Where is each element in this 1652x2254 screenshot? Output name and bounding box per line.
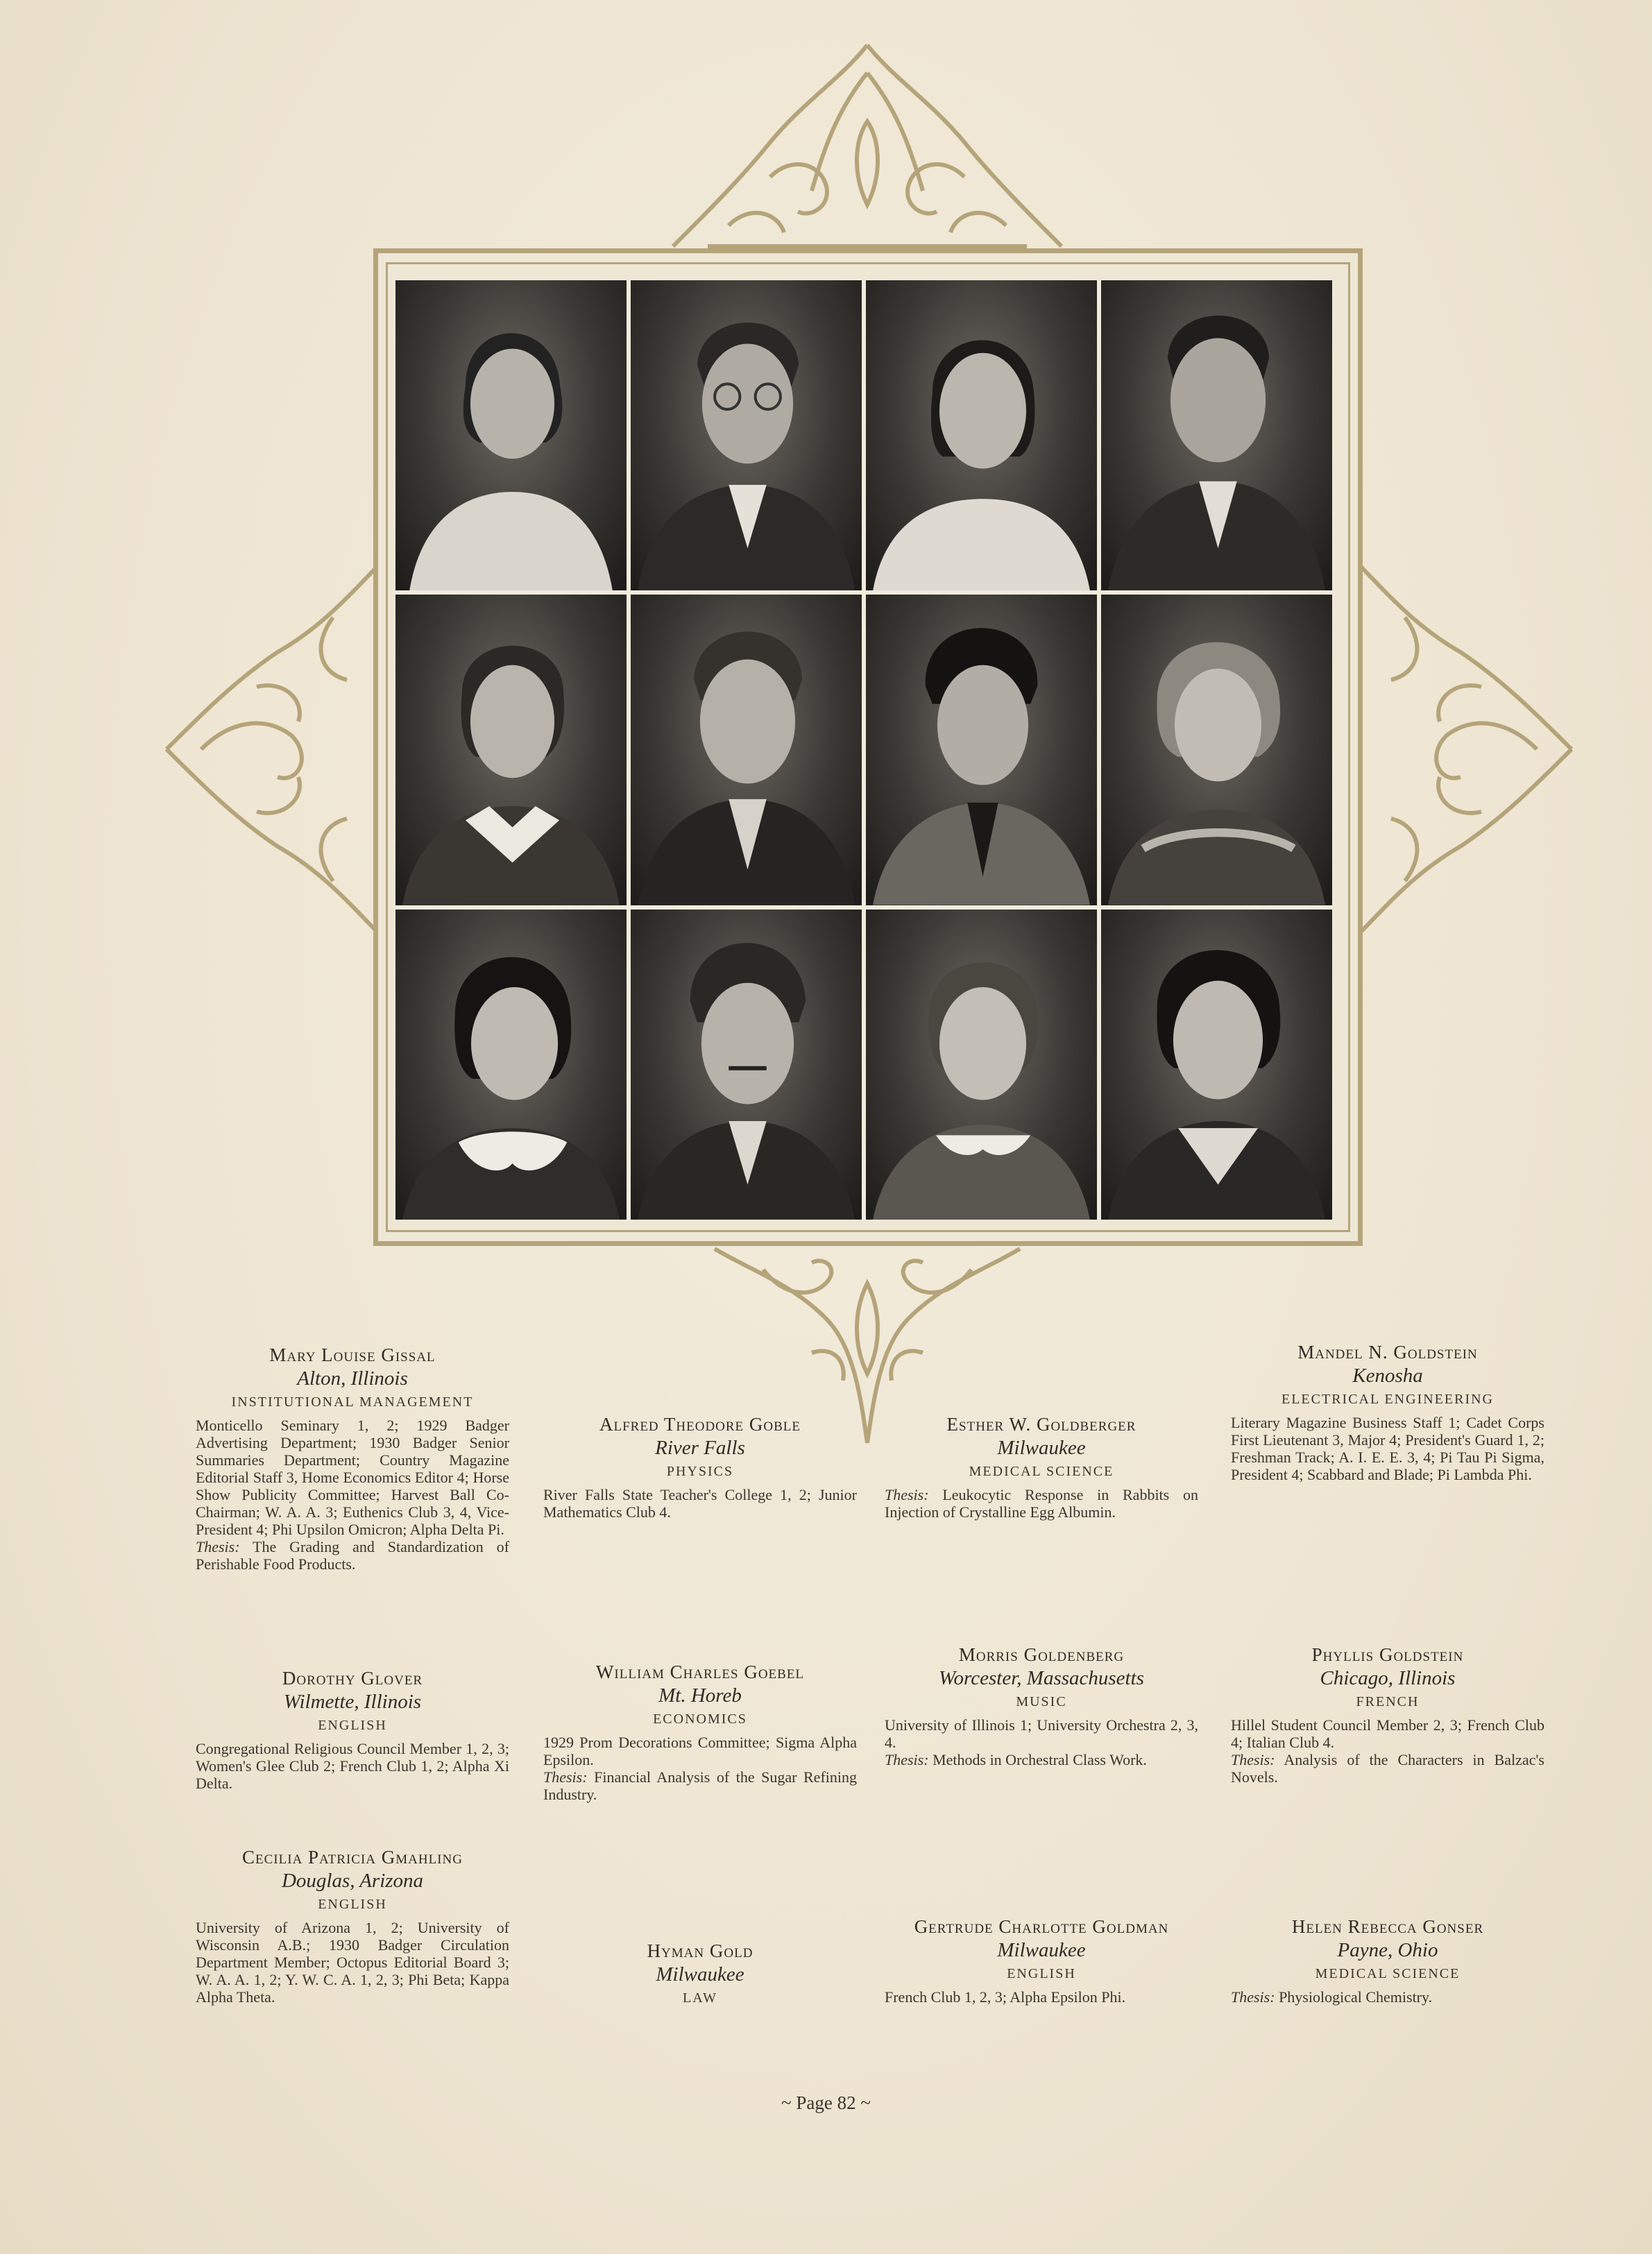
- student-hometown: Payne, Ohio: [1337, 1939, 1438, 1961]
- portrait-photo: [1101, 595, 1332, 905]
- student-name: Esther W. Goldberger: [946, 1414, 1136, 1435]
- student-name: William Charles Goebel: [595, 1662, 805, 1682]
- portrait-woman-icon: [866, 910, 1097, 1220]
- student-activities: [885, 1716, 1198, 1768]
- student-activities: [1231, 1414, 1544, 1483]
- thesis-label: Thesis:: [1231, 1988, 1275, 2006]
- student-entry: [885, 1412, 1198, 1521]
- thesis-text: The Grading and Standardization of Perishable Food Products.: [196, 1538, 509, 1573]
- activities-text: University of Arizona 1, 2; University of Wisconsin A.B.; 1930 Badger Circulation Department Member; Octopus Editorial Board 3; W. A. A. 1, 2; Y. W. C. A. 1, 2, 3; Phi Beta; Kappa Alpha Theta.: [196, 1919, 509, 2006]
- portrait-photo: [631, 595, 862, 905]
- student-hometown: Milwaukee: [997, 1939, 1086, 1961]
- thesis-label: Thesis:: [885, 1486, 929, 1503]
- student-activities: [885, 1486, 1198, 1521]
- student-activities: [885, 1988, 1198, 2006]
- student-entry: [885, 1643, 1198, 1768]
- thesis-text: Methods in Orchestral Class Work.: [933, 1751, 1147, 1768]
- portrait-photo: [395, 280, 627, 590]
- thesis-label: Thesis:: [1231, 1751, 1275, 1768]
- student-hometown: Milwaukee: [656, 1963, 744, 1986]
- student-hometown: River Falls: [655, 1437, 745, 1459]
- student-department: MEDICAL SCIENCE: [969, 1464, 1114, 1479]
- student-name: Mandel N. Goldstein: [1297, 1342, 1478, 1363]
- student-activities: [196, 1740, 509, 1792]
- portrait-photo: [631, 910, 862, 1220]
- student-department: ENGLISH: [318, 1897, 387, 1912]
- student-name: Dorothy Glover: [282, 1668, 423, 1689]
- portrait-photo: [866, 280, 1097, 590]
- student-department: ENGLISH: [318, 1718, 387, 1733]
- student-entry: [1231, 1643, 1544, 1786]
- portrait-photo: [395, 595, 627, 905]
- student-hometown: Worcester, Massachusetts: [939, 1667, 1144, 1689]
- thesis-label: Thesis:: [885, 1751, 929, 1768]
- thesis-label: Thesis:: [196, 1538, 240, 1555]
- student-activities: [196, 1417, 509, 1573]
- portrait-woman-icon: [395, 595, 627, 905]
- student-name: Hyman Gold: [647, 1940, 753, 1961]
- student-department: MUSIC: [1016, 1694, 1067, 1709]
- portrait-woman-icon: [395, 280, 627, 590]
- portrait-photo: [1101, 280, 1332, 590]
- student-entry: [1231, 1915, 1544, 2006]
- activities-text: Hillel Student Council Member 2, 3; French Club 4; Italian Club 4.: [1231, 1716, 1544, 1751]
- portrait-man-icon: [631, 280, 862, 590]
- student-activities: [1231, 1988, 1544, 2006]
- portrait-woman-icon: [866, 280, 1097, 590]
- student-entry: [543, 1412, 857, 1521]
- student-activities: [196, 1919, 509, 2006]
- student-name: Phyllis Goldstein: [1311, 1644, 1464, 1665]
- portrait-photo: [866, 910, 1097, 1220]
- student-name: Mary Louise Gissal: [269, 1344, 436, 1365]
- student-entry: [196, 1343, 509, 1573]
- portrait-man-icon: [631, 910, 862, 1220]
- activities-text: University of Illinois 1; University Orchestra 2, 3, 4.: [885, 1716, 1198, 1751]
- student-entry: [543, 1939, 857, 2013]
- student-entry: [885, 1915, 1198, 2006]
- activities-text: River Falls State Teacher's College 1, 2; Junior Mathematics Club 4.: [543, 1486, 857, 1521]
- student-department: MEDICAL SCIENCE: [1315, 1966, 1461, 1981]
- student-hometown: Alton, Illinois: [297, 1367, 408, 1390]
- student-activities: [1231, 1716, 1544, 1786]
- student-department: FRENCH: [1356, 1694, 1420, 1709]
- portrait-woman-icon: [1101, 910, 1332, 1220]
- student-entry: [196, 1666, 509, 1792]
- portrait-grid: [395, 280, 1332, 1220]
- student-hometown: Chicago, Illinois: [1320, 1667, 1456, 1689]
- activities-text: French Club 1, 2, 3; Alpha Epsilon Phi.: [885, 1988, 1126, 2006]
- student-hometown: Mt. Horeb: [658, 1684, 742, 1707]
- portrait-man-icon: [866, 595, 1097, 905]
- student-entry: [196, 1845, 509, 2006]
- student-entry: [543, 1660, 857, 1803]
- portrait-man-icon: [1101, 280, 1332, 590]
- student-department: ELECTRICAL ENGINEERING: [1281, 1392, 1494, 1407]
- student-hometown: Douglas, Arizona: [281, 1870, 424, 1892]
- student-hometown: Wilmette, Illinois: [283, 1691, 422, 1713]
- student-hometown: Milwaukee: [997, 1437, 1086, 1459]
- portrait-photo: [395, 910, 627, 1220]
- student-name: Morris Goldenberg: [958, 1644, 1125, 1665]
- student-department: ENGLISH: [1007, 1966, 1076, 1981]
- activities-text: Congregational Religious Council Member 1, 2, 3; Women's Glee Club 2; French Club 1, 2; Alpha Xi Delta.: [196, 1740, 509, 1792]
- student-department: INSTITUTIONAL MANAGEMENT: [231, 1394, 474, 1410]
- activities-text: 1929 Prom Decorations Committee; Sigma Alpha Epsilon.: [543, 1734, 857, 1768]
- activities-text: Monticello Seminary 1, 2; 1929 Badger Advertising Department; 1930 Badger Senior Summaries Department; Country Magazine Editorial Staff 3, Home Economics Editor 4; Horse Show Publicity Committee; Harvest Ball Co-Chairman; W. A. A. 3; Euthenics Club 3, 4, Vice-President 4; Phi Upsilon Omicron; Alpha Delta Pi.: [196, 1417, 509, 1538]
- portrait-man-icon: [631, 595, 862, 905]
- thesis-label: Thesis:: [543, 1768, 588, 1786]
- top-ornament: [666, 38, 1068, 260]
- right-ornament: [1343, 548, 1578, 950]
- portrait-photo: [866, 595, 1097, 905]
- student-name: Alfred Theodore Goble: [599, 1414, 801, 1435]
- student-hometown: Kenosha: [1352, 1365, 1423, 1387]
- thesis-text: Physiological Chemistry.: [1279, 1988, 1433, 2006]
- student-name: Helen Rebecca Gonser: [1291, 1916, 1484, 1937]
- student-department: ECONOMICS: [653, 1711, 747, 1727]
- student-activities: [543, 1486, 857, 1521]
- student-name: Gertrude Charlotte Goldman: [914, 1916, 1169, 1937]
- portrait-photo: [1101, 910, 1332, 1220]
- thesis-text: Analysis of the Characters in Balzac's Novels.: [1231, 1751, 1544, 1786]
- portrait-woman-icon: [1101, 595, 1332, 905]
- portrait-photo: [631, 280, 862, 590]
- student-name: Cecilia Patricia Gmahling: [242, 1847, 463, 1868]
- student-activities: [543, 1734, 857, 1803]
- student-department: PHYSICS: [666, 1464, 734, 1479]
- left-ornament: [160, 548, 395, 950]
- page-number: ~ Page 82 ~: [781, 2092, 871, 2113]
- student-department: LAW: [683, 1990, 717, 2006]
- activities-text: Literary Magazine Business Staff 1; Cadet Corps First Lieutenant 3, Major 4; President's Guard 1, 2; Freshman Track; A. I. E. E. 3, 4; Pi Tau Pi Sigma, President 4; Scabbard and Blade; Pi Lambda Phi.: [1231, 1414, 1544, 1483]
- thesis-text: Leukocytic Response in Rabbits on Injection of Crystalline Egg Albumin.: [885, 1486, 1198, 1521]
- portrait-woman-icon: [395, 910, 627, 1220]
- student-entry: [1231, 1340, 1544, 1483]
- thesis-text: Financial Analysis of the Sugar Refining Industry.: [543, 1768, 858, 1803]
